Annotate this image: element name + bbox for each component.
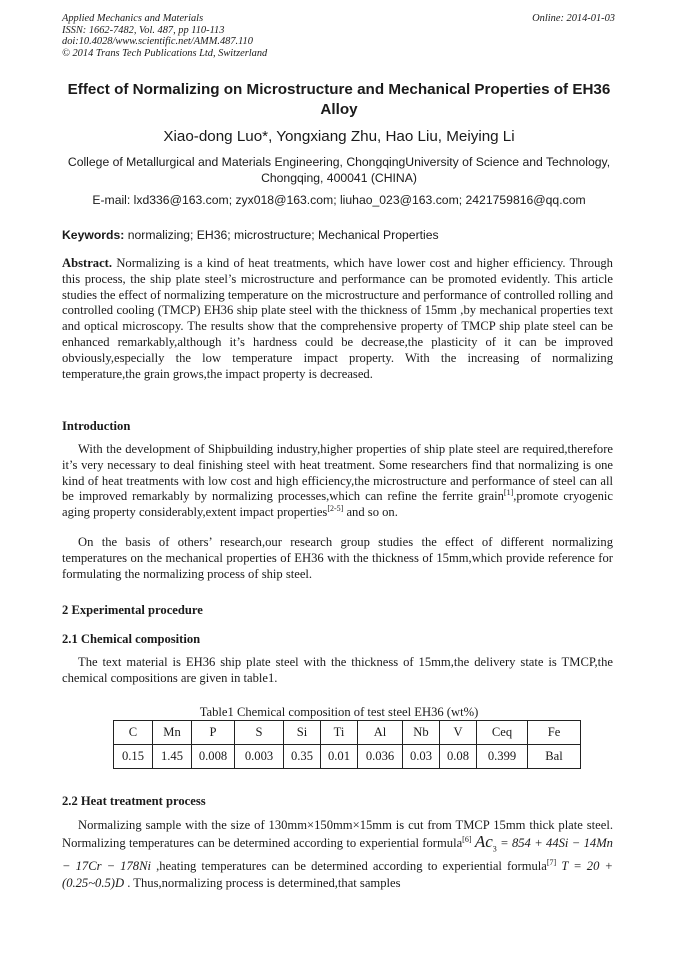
table-cell: 0.003	[235, 745, 284, 769]
citation-ref[interactable]: [6]	[462, 834, 472, 844]
section-2-1-text: The text material is EH36 ship plate steel with the thickness of 15mm,the delivery state is TMCP,the chemical compositions are given in table1.	[62, 655, 613, 685]
table-cell: 0.08	[440, 745, 477, 769]
table-cell: 0.399	[477, 745, 528, 769]
table-header-cell: Mn	[153, 721, 192, 745]
table-header-cell: Nb	[403, 721, 440, 745]
table-cell: 0.036	[358, 745, 403, 769]
table-header-cell: V	[440, 721, 477, 745]
citation-ref[interactable]: [7]	[546, 857, 557, 867]
journal-name: Applied Mechanics and Materials	[62, 13, 204, 24]
table-header-cell: Fe	[528, 721, 581, 745]
table-header-cell: S	[235, 721, 284, 745]
table-header-cell: P	[192, 721, 235, 745]
table-cell: 1.45	[153, 745, 192, 769]
formula-ac-subscript: 3	[492, 844, 497, 854]
table-header-cell: C	[114, 721, 153, 745]
table-header-cell: Ti	[321, 721, 358, 745]
section-2-1-heading: 2.1 Chemical composition	[62, 632, 201, 646]
heat-text-c: . Thus,normalizing process is determined,that samples	[124, 875, 401, 890]
heat-text-b: ,heating temperatures can be determined according to experiential formula	[150, 858, 547, 873]
keywords	[62, 228, 616, 242]
keywords-text: normalizing; EH36; microstructure; Mechanical Properties	[127, 228, 439, 242]
table-cell: 0.15	[114, 745, 153, 769]
table-cell: Bal	[528, 745, 581, 769]
paper-title: Effect of Normalizing on Microstructure and Mechanical Properties of EH36 Alloy	[67, 81, 611, 118]
introduction-paragraph-1	[62, 442, 613, 521]
introduction-paragraph-2: On the basis of others’ research,our research group studies the effect of different normalizing temperatures on the mechanical properties of EH36 with the thickness of 15mm,which provide reference for formulating the normalizing process of ship steel.	[62, 535, 613, 581]
copyright-line: © 2014 Trans Tech Publications Ltd, Switzerland	[62, 47, 268, 59]
table-cell: 0.03	[403, 745, 440, 769]
formula-ac3	[474, 831, 497, 854]
formula-heating: T = 20 + (0.25~0.5)D	[62, 858, 613, 890]
abstract	[62, 256, 613, 382]
email-line: E-mail: lxd336@163.com; zyx018@163.com; liuhao_023@163.com; 2421759816@qq.com	[92, 193, 586, 207]
intro-text-b: ,promote cryogenic aging property considerably,extent impact properties	[62, 489, 613, 520]
online-date: Online: 2014-01-03	[532, 13, 615, 24]
section-2-2-text	[62, 817, 613, 892]
abstract-text: Normalizing is a kind of heat treatments, which have lower cost and higher efficiency. Through this process, the ship plate steel’s microstructure and performance can be promoted evidently. This article studies the effect of normalizing temperature on the microstructure and performance of controlled rolling and controlled cooling (TMCP) EH36 ship plate steel with the thickness of 15mm ,by mechanical properties text and optical microscopy. The results show that the comprehensive property of TMCP ship plate steel can be enhanced remarkably,although it’s hardness could be decrease,the plasticity of it can be improved obviously,especially the low temperature impact property. With the increasing of normalizing temperature,the grain grows,the impact property is decreased.	[62, 256, 613, 381]
keywords-label: Keywords:	[62, 228, 125, 242]
abstract-label: Abstract.	[62, 256, 113, 270]
table-row	[114, 745, 581, 769]
table-cell: 0.008	[192, 745, 235, 769]
introduction-heading: Introduction	[62, 419, 131, 433]
formula-ac3-rhs: = 854 + 44Si − 14Mn − 17Cr − 178Ni	[62, 835, 613, 873]
table-header-cell: Si	[284, 721, 321, 745]
section-2-heading: 2 Experimental procedure	[62, 603, 203, 617]
table-cell: 0.35	[284, 745, 321, 769]
table-caption: Table1 Chemical composition of test steel EH36 (wt%)	[199, 705, 479, 719]
author-list: Xiao-dong Luo*, Yongxiang Zhu, Hao Liu, Meiying Li	[163, 128, 515, 145]
table-header-cell: Ceq	[477, 721, 528, 745]
formula-ac-symbol: Ac	[474, 831, 493, 851]
table-header-row	[114, 721, 581, 745]
table-header-cell: Al	[358, 721, 403, 745]
section-2-2-heading: 2.2 Heat treatment process	[62, 794, 206, 808]
affiliation: College of Metallurgical and Materials Engineering, ChongqingUniversity of Science and Technology, Chongqing, 400041 (CHINA)	[67, 155, 611, 185]
issn-line: ISSN: 1662-7482, Vol. 487, pp 110-113	[62, 24, 225, 36]
table-cell: 0.01	[321, 745, 358, 769]
journal-header	[62, 13, 267, 59]
composition-table	[113, 720, 581, 769]
intro-text-c: and so on.	[343, 505, 398, 520]
citation-ref[interactable]: [1]	[503, 488, 514, 498]
heat-text-a: Normalizing sample with the size of 130mm×150mm×15mm is cut from TMCP 15mm thick plate steel. Normalizing temperatures can be determined according to experiential formula	[62, 818, 613, 850]
citation-ref[interactable]: [2-5]	[327, 504, 344, 514]
intro-text-a: With the development of Shipbuilding industry,higher properties of ship plate steel are required,therefore it’s very necessary to deal finishing steel with heat treatment. Some researchers find that normalizing is one kind of heat treatments with low cost and high efficiency,the microstructure and performance of steel can all be improved remarkably by normalizing processes,which can refine the ferrite grain	[62, 442, 613, 504]
doi-line: doi:10.4028/www.scientific.net/AMM.487.110	[62, 36, 253, 48]
